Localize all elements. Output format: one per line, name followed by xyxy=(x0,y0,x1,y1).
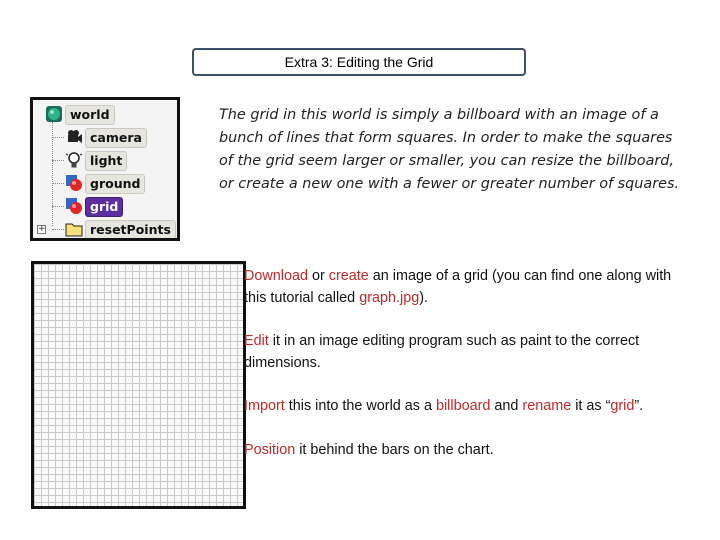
camera-icon xyxy=(65,128,83,146)
highlighted-keyword: billboard xyxy=(435,398,491,414)
lightbulb-icon xyxy=(65,151,83,169)
object-icon xyxy=(65,174,83,192)
highlighted-keyword: create xyxy=(328,268,369,284)
step-list xyxy=(244,266,684,483)
highlighted-keyword: graph.jpg xyxy=(359,289,420,306)
globe-icon xyxy=(45,105,63,123)
tree-connector xyxy=(52,229,64,230)
step-2 xyxy=(244,331,684,374)
step-text: this into the world as a xyxy=(284,398,436,414)
tree-item-label: resetPoints xyxy=(85,220,176,240)
step-text: ). xyxy=(419,289,428,306)
highlighted-keyword: Import xyxy=(244,398,285,414)
step-text: it as “ xyxy=(571,398,611,414)
step-text: ”. xyxy=(634,398,644,414)
object-tree-screenshot xyxy=(30,97,180,241)
step-text: it behind the bars on the chart. xyxy=(295,441,494,458)
step-text: an image of a grid (you can find one along with this tutorial called xyxy=(244,268,672,306)
step-text: or xyxy=(308,268,329,284)
slide-title: Extra 3: Editing the Grid xyxy=(192,48,526,76)
tree-item-resetpoints[interactable] xyxy=(33,218,180,240)
highlighted-keyword: Edit xyxy=(244,333,269,349)
tree-connector xyxy=(52,160,64,161)
tree-item-label: light xyxy=(85,151,127,171)
highlighted-keyword: grid xyxy=(610,398,635,414)
tree-item-camera[interactable] xyxy=(33,126,180,148)
tree-item-label: world xyxy=(65,105,115,125)
highlighted-keyword: rename xyxy=(522,398,572,414)
intro-paragraph: The grid in this world is simply a billboard with an image of a bunch of lines that form squares. In order to make the squares of the grid seem larger or smaller, you can resize the billboard, or create a new one with a fewer or greater number of squares. xyxy=(219,107,680,192)
tree-connector xyxy=(52,206,64,207)
graph-paper-image xyxy=(31,261,246,509)
folder-icon xyxy=(65,220,83,238)
step-4 xyxy=(244,440,684,462)
object-icon xyxy=(65,197,83,215)
tree-item-label: ground xyxy=(85,174,145,194)
highlighted-keyword: Download xyxy=(244,268,308,284)
tree-connector xyxy=(52,137,64,138)
step-3 xyxy=(244,396,684,418)
tree-item-world[interactable] xyxy=(33,103,180,125)
tree-item-grid[interactable] xyxy=(33,195,180,217)
tree-connector xyxy=(52,183,64,184)
tree-item-light[interactable] xyxy=(33,149,180,171)
step-1 xyxy=(244,266,684,309)
step-text: it in an image editing program such as paint to the correct dimensions. xyxy=(244,333,640,371)
tree-item-ground[interactable] xyxy=(33,172,180,194)
step-text: and xyxy=(490,398,523,414)
expand-plus-icon[interactable]: + xyxy=(38,224,46,234)
tree-item-label: camera xyxy=(85,128,147,148)
tree-item-label: grid xyxy=(85,197,123,217)
highlighted-keyword: Position xyxy=(244,441,296,458)
